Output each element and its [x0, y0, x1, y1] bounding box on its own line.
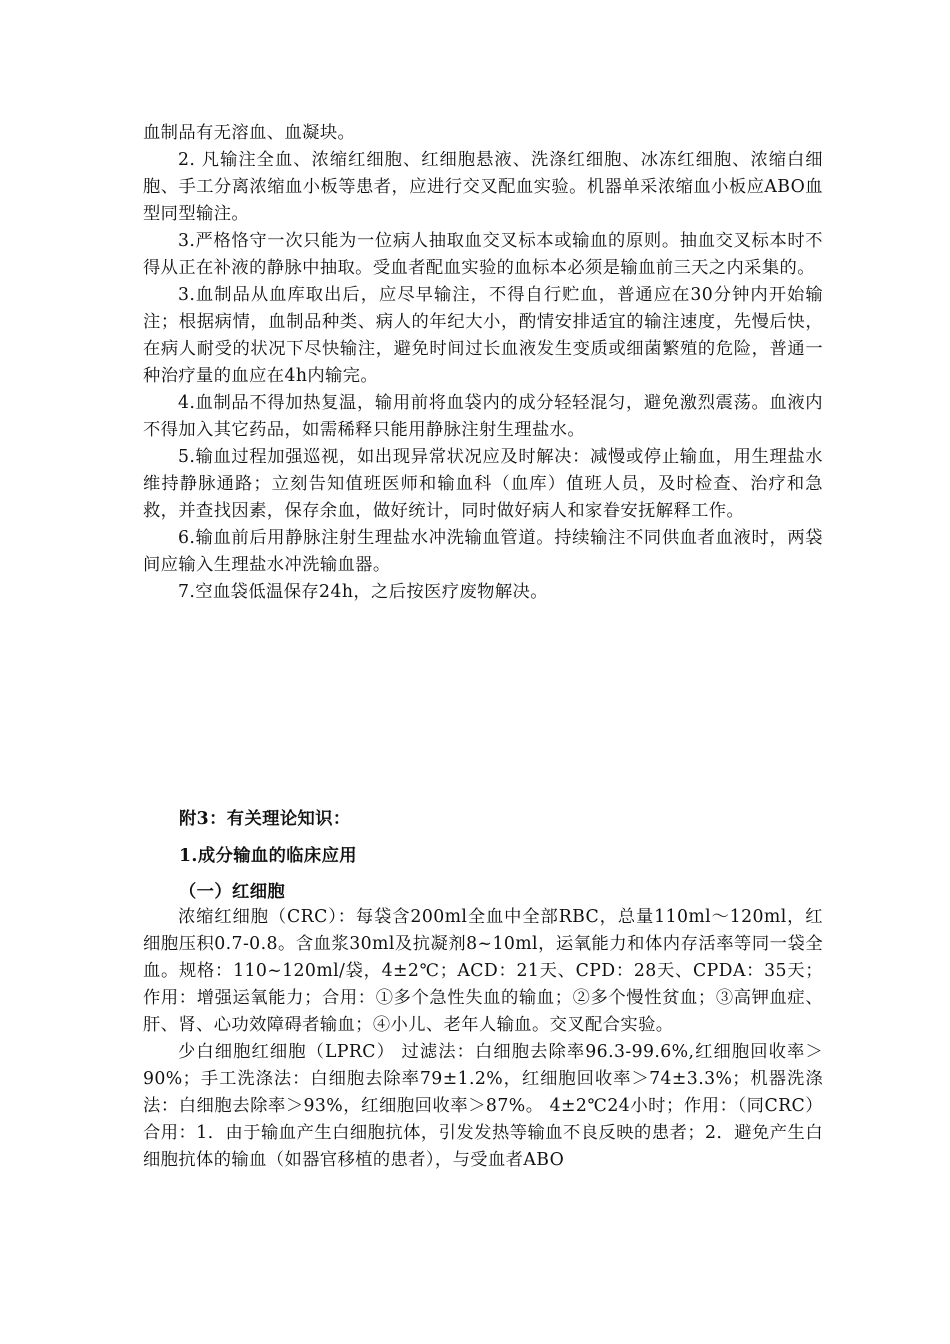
bottom-text-block [143, 904, 823, 1174]
paragraph-item-4: 4.血制品不得加热复温，输用前将血袋内的成分轻轻混匀，避免激烈震荡。血液内不得加入其它药品，如需稀释只能用静脉注射生理盐水。 [143, 393, 823, 440]
appendix-heading: 附3：有关理论知识： [179, 809, 351, 829]
paragraph-item-2: 2. 凡输注全血、浓缩红细胞、红细胞悬液、洗涤红细胞、冰冻红细胞、浓缩白细胞、手工分离浓缩血小板等患者，应进行交叉配血实验。机器单采浓缩血小板应ABO血型同型输注。 [143, 150, 823, 224]
paragraph-item-3b: 3.血制品从血库取出后，应尽早输注，不得自行贮血，普通应在30分钟内开始输注；根据病情，血制品种类、病人的年纪大小，酌情安排适宜的输注速度，先慢后快，在病人耐受的状况下尽快输注，避免时间过长血液发生变质或细菌繁殖的危险，普通一种治疗量的血应在4h内输完。 [143, 285, 823, 386]
paragraph-item-6: 6.输血前后用静脉注射生理盐水冲洗输血管道。持续输注不同供血者血液时，两袋间应输入生理盐水冲洗输血器。 [143, 528, 823, 575]
paragraph-continuation: 血制品有无溶血、血凝块。 [143, 123, 356, 143]
paragraph-item-5: 5.输血过程加强巡视，如出现异常状况应及时解决：减慢或停止输血，用生理盐水维持静脉通路；立刻告知值班医师和输血科（血库）值班人员，及时检查、治疗和急救，并查找因素，保存余血，做好统计，同时做好病人和家眷安抚解释工作。 [143, 447, 823, 521]
top-text-block [143, 120, 823, 606]
subsection-heading: （一）红细胞 [179, 882, 286, 902]
section-heading: 1.成分输血的临床应用 [179, 846, 357, 866]
paragraph-item-3a: 3.严格恪守一次只能为一位病人抽取血交叉标本或输血的原则。抽血交叉标本时不得从正在补液的静脉中抽取。受血者配血实验的血标本必须是输血前三天之内采集的。 [143, 231, 823, 278]
paragraph-lprc: 少白细胞红细胞（LPRC） 过滤法：白细胞去除率96.3-99.6%,红细胞回收率＞90%；手工洗涤法：白细胞去除率79±1.2%，红细胞回收率＞74±3.3%；机器洗涤法：白细胞去除率＞93%，红细胞回收率＞87%。 4±2℃24小时；作用：（同CRC）合用：1．由于输血产生白细胞抗体，引发发热等输血不良反映的患者；2．避免产生白细胞抗体的输血（如器官移植的患者），与受血者ABO [143, 1042, 823, 1170]
paragraph-item-7: 7.空血袋低温保存24h，之后按医疗废物解决。 [178, 582, 548, 602]
paragraph-crc: 浓缩红细胞（CRC）：每袋含200ml全血中全部RBC，总量110ml～120ml，红细胞压积0.7-0.8。含血浆30ml及抗凝剂8~10ml，运氧能力和体内存活率等同一袋全血。规格：110~120ml/袋，4±2℃；ACD：21天、CPD：28天、CPDA：35天；作用：增强运氧能力；合用：①多个急性失血的输血；②多个慢性贫血；③高钾血症、肝、肾、心功效障碍者输血；④小儿、老年人输血。交叉配合实验。 [143, 907, 823, 1035]
